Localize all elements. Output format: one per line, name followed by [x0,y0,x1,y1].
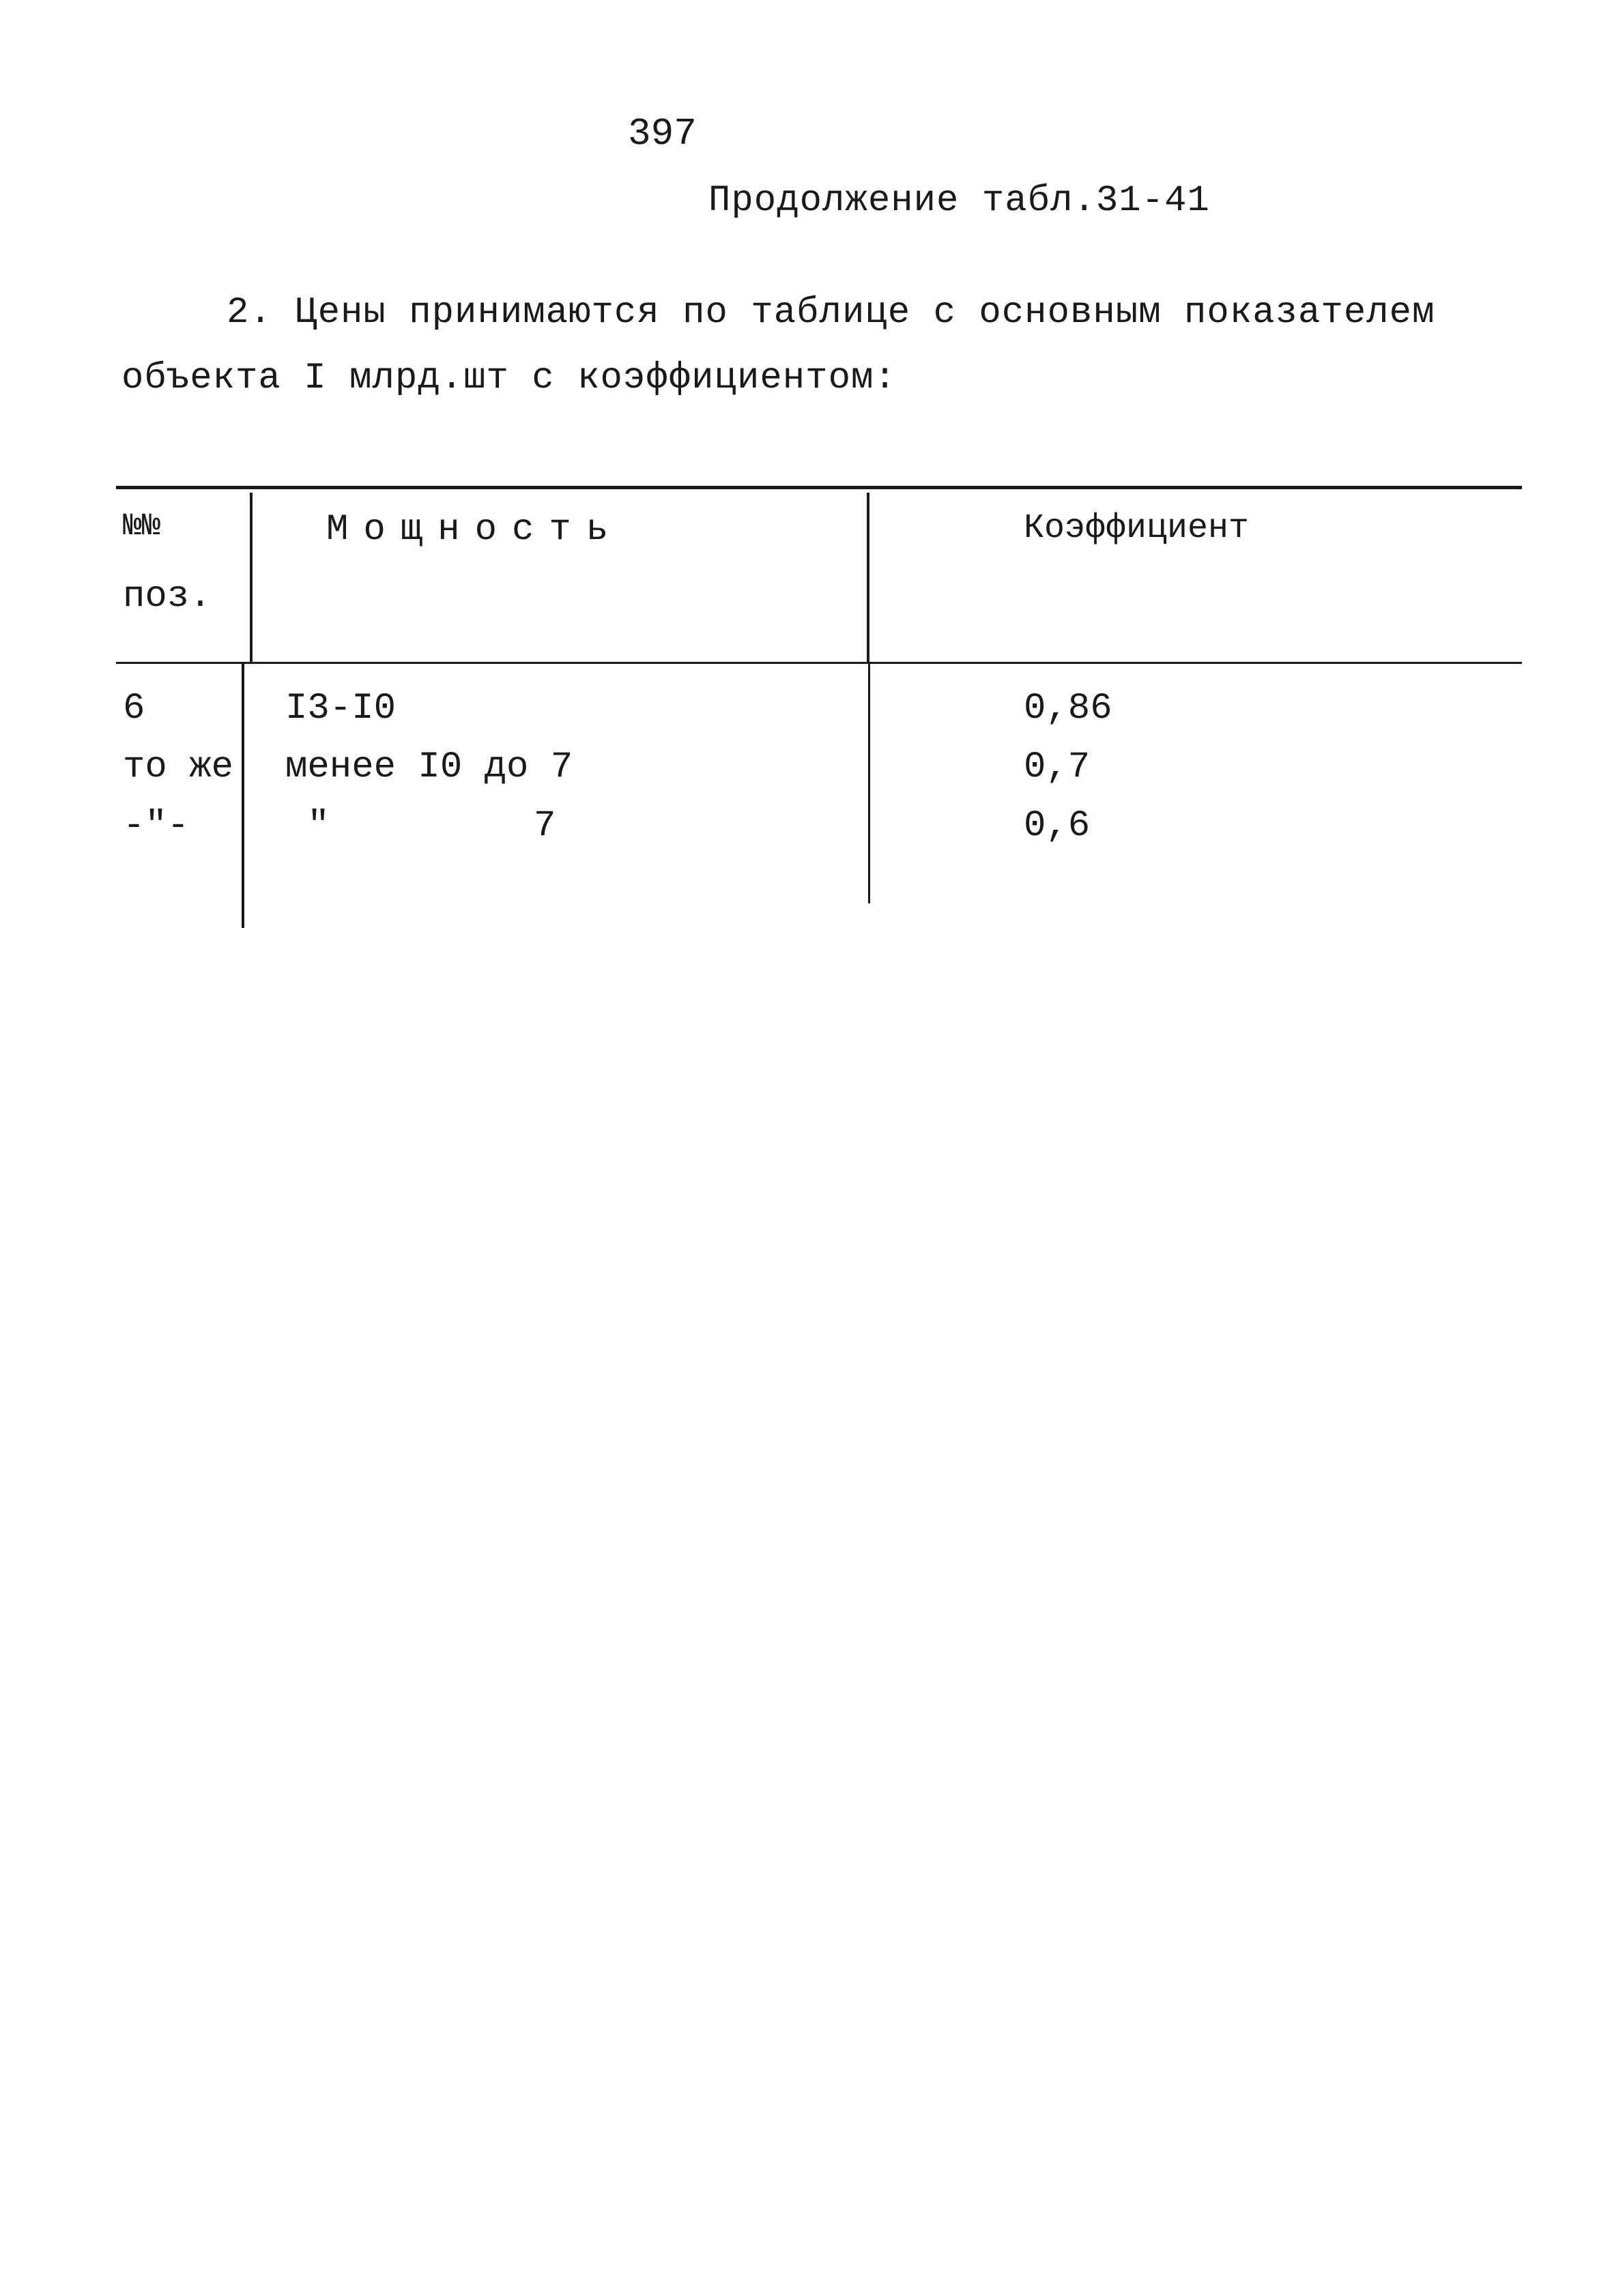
table-row-2-position: то же [123,746,234,788]
paragraph-line-2: объекта I млрд.шт с коэффициентом: [121,358,897,399]
table-row-1-power: I3-I0 [285,688,397,729]
table-row-2-power: менее I0 до 7 [285,746,573,788]
header-power: Мощность [326,509,624,551]
table-row-2-coefficient: 0,7 [1024,746,1091,788]
column-separator-1 [250,493,253,663]
table-header-rule [116,662,1522,664]
table-continuation-title: Продолжение табл.31-41 [708,180,1210,222]
column-separator-1-body [242,663,244,928]
column-separator-2-body [868,663,870,903]
table-row-3-power: " [285,805,330,847]
table-row-3-power-tail: 7 [534,805,556,847]
table-row-1-position: 6 [123,688,145,729]
header-position-label: поз. [123,576,212,617]
header-position-numbers: №№ [123,508,161,544]
header-coefficient: Коэффициент [1024,509,1250,548]
paragraph-line-1: 2. Цены принимаются по таблице с основным показателем [227,292,1435,334]
table-row-3-position: -"- [123,805,190,847]
table-row-1-coefficient: 0,86 [1024,688,1112,729]
table-top-rule [116,486,1522,489]
column-separator-2 [867,493,869,663]
table-row-3-coefficient: 0,6 [1024,805,1091,847]
page-number: 397 [628,112,697,156]
